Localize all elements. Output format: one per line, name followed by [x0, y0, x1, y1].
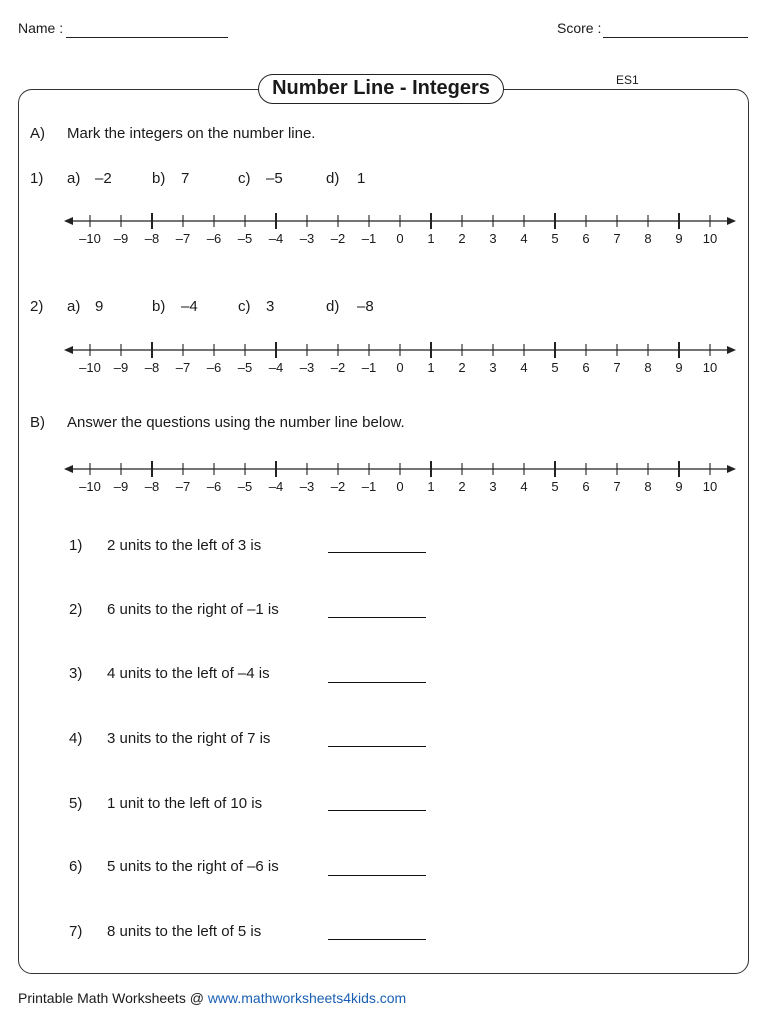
b-question-text: 5 units to the right of –6 is: [107, 858, 279, 875]
tick-label: 10: [702, 479, 718, 494]
tick-label: 7: [613, 479, 621, 494]
tick-label: –2: [330, 360, 346, 375]
option-letter: b): [152, 298, 166, 315]
answer-blank[interactable]: [328, 875, 426, 876]
b-question-text: 6 units to the right of –1 is: [107, 601, 279, 618]
tick-label: 6: [582, 479, 590, 494]
option-value: 9: [95, 298, 104, 315]
answer-blank[interactable]: [328, 617, 426, 618]
answer-blank[interactable]: [328, 810, 426, 811]
answer-blank[interactable]: [328, 939, 426, 940]
arrow-right-icon: [727, 217, 736, 225]
number-line-graphic: [60, 212, 744, 232]
number-line-graphic: [60, 460, 744, 480]
tick-label: 9: [675, 479, 683, 494]
option-value: 1: [357, 170, 366, 187]
arrow-right-icon: [727, 465, 736, 473]
name-field[interactable]: [66, 37, 228, 38]
tick-label: 9: [675, 360, 683, 375]
tick-label: 10: [702, 231, 718, 246]
tick-label: –4: [268, 479, 284, 494]
b-question-number: 7): [69, 923, 83, 940]
tick-label: –6: [206, 231, 222, 246]
tick-label: 9: [675, 231, 683, 246]
tick-label: 3: [489, 231, 497, 246]
tick-label: 5: [551, 360, 559, 375]
tick-label: 7: [613, 360, 621, 375]
tick-label: 0: [396, 360, 404, 375]
tick-label: 6: [582, 231, 590, 246]
option-letter: d): [326, 298, 340, 315]
option-letter: d): [326, 170, 340, 187]
tick-label: 6: [582, 360, 590, 375]
tick-label: –10: [79, 360, 101, 375]
arrow-left-icon: [64, 217, 73, 225]
b-question-text: 3 units to the right of 7 is: [107, 730, 271, 747]
footer-link[interactable]: www.mathworksheets4kids.com: [207, 990, 407, 1006]
tick-label: 1: [427, 360, 435, 375]
option-value: 3: [266, 298, 275, 315]
question-a2-number: 2): [30, 298, 44, 315]
score-field[interactable]: [603, 37, 748, 38]
name-label: Name :: [18, 20, 64, 36]
tick-label: –4: [268, 360, 284, 375]
tick-label: 4: [520, 479, 528, 494]
tick-label: 8: [644, 231, 652, 246]
tick-label: –3: [299, 231, 315, 246]
page-title: Number Line - Integers: [258, 74, 504, 104]
tick-label: 7: [613, 231, 621, 246]
option-value: –2: [95, 170, 112, 187]
b-question-number: 4): [69, 730, 83, 747]
tick-label: 1: [427, 231, 435, 246]
tick-label: 8: [644, 360, 652, 375]
tick-label: –10: [79, 479, 101, 494]
tick-label: 2: [458, 479, 466, 494]
tick-label: –8: [144, 360, 160, 375]
footer: [18, 990, 406, 1006]
tick-label: –10: [79, 231, 101, 246]
tick-label: –1: [361, 231, 377, 246]
tick-label: 3: [489, 360, 497, 375]
option-letter: b): [152, 170, 166, 187]
tick-label: –7: [175, 360, 191, 375]
tick-label: –8: [144, 479, 160, 494]
tick-label: 4: [520, 231, 528, 246]
tick-label: 2: [458, 231, 466, 246]
tick-label: 10: [702, 360, 718, 375]
tick-label: –5: [237, 231, 253, 246]
tick-label: –9: [113, 479, 129, 494]
footer-text: Printable Math Worksheets @: [18, 990, 208, 1006]
tick-label: 5: [551, 479, 559, 494]
tick-label: 0: [396, 231, 404, 246]
option-letter: c): [238, 298, 251, 315]
option-letter: a): [67, 170, 81, 187]
section-b-instruction: Answer the questions using the number line below.: [67, 414, 405, 431]
tick-label: 8: [644, 479, 652, 494]
tick-label: –9: [113, 360, 129, 375]
tick-label: –3: [299, 360, 315, 375]
tick-label: –4: [268, 231, 284, 246]
tick-label: –1: [361, 360, 377, 375]
option-value: –4: [181, 298, 198, 315]
tick-label: 1: [427, 479, 435, 494]
b-question-number: 3): [69, 665, 83, 682]
arrow-left-icon: [64, 346, 73, 354]
worksheet-code: ES1: [616, 73, 639, 87]
option-value: –8: [357, 298, 374, 315]
b-question-number: 6): [69, 858, 83, 875]
tick-label: –7: [175, 479, 191, 494]
answer-blank[interactable]: [328, 682, 426, 683]
tick-label: 4: [520, 360, 528, 375]
b-question-text: 2 units to the left of 3 is: [107, 537, 262, 554]
b-question-text: 1 unit to the left of 10 is: [107, 795, 263, 812]
number-line-a1[interactable]: [60, 212, 744, 262]
option-value: 7: [181, 170, 190, 187]
option-letter: c): [238, 170, 251, 187]
b-question-text: 4 units to the left of –4 is: [107, 665, 270, 682]
b-question-number: 5): [69, 795, 83, 812]
tick-label: –8: [144, 231, 160, 246]
tick-label: –7: [175, 231, 191, 246]
arrow-right-icon: [727, 346, 736, 354]
arrow-left-icon: [64, 465, 73, 473]
number-line-graphic: [60, 341, 744, 361]
tick-label: –6: [206, 360, 222, 375]
number-line-a2[interactable]: [60, 341, 744, 391]
tick-label: 0: [396, 479, 404, 494]
tick-label: –2: [330, 231, 346, 246]
answer-blank[interactable]: [328, 746, 426, 747]
b-question-text: 8 units to the left of 5 is: [107, 923, 262, 940]
b-question-number: 1): [69, 537, 83, 554]
tick-label: –1: [361, 479, 377, 494]
score-label: Score :: [557, 20, 602, 36]
number-line-b: [60, 460, 744, 510]
tick-label: –9: [113, 231, 129, 246]
tick-label: 5: [551, 231, 559, 246]
tick-label: 3: [489, 479, 497, 494]
tick-label: –5: [237, 360, 253, 375]
tick-label: 2: [458, 360, 466, 375]
section-a-instruction: Mark the integers on the number line.: [67, 125, 316, 142]
b-question-number: 2): [69, 601, 83, 618]
tick-label: –3: [299, 479, 315, 494]
option-value: –5: [266, 170, 283, 187]
tick-label: –2: [330, 479, 346, 494]
section-a-letter: A): [30, 125, 45, 142]
tick-label: –6: [206, 479, 222, 494]
option-letter: a): [67, 298, 81, 315]
answer-blank[interactable]: [328, 552, 426, 553]
question-a1-number: 1): [30, 170, 44, 187]
tick-label: –5: [237, 479, 253, 494]
section-b-letter: B): [30, 414, 45, 431]
